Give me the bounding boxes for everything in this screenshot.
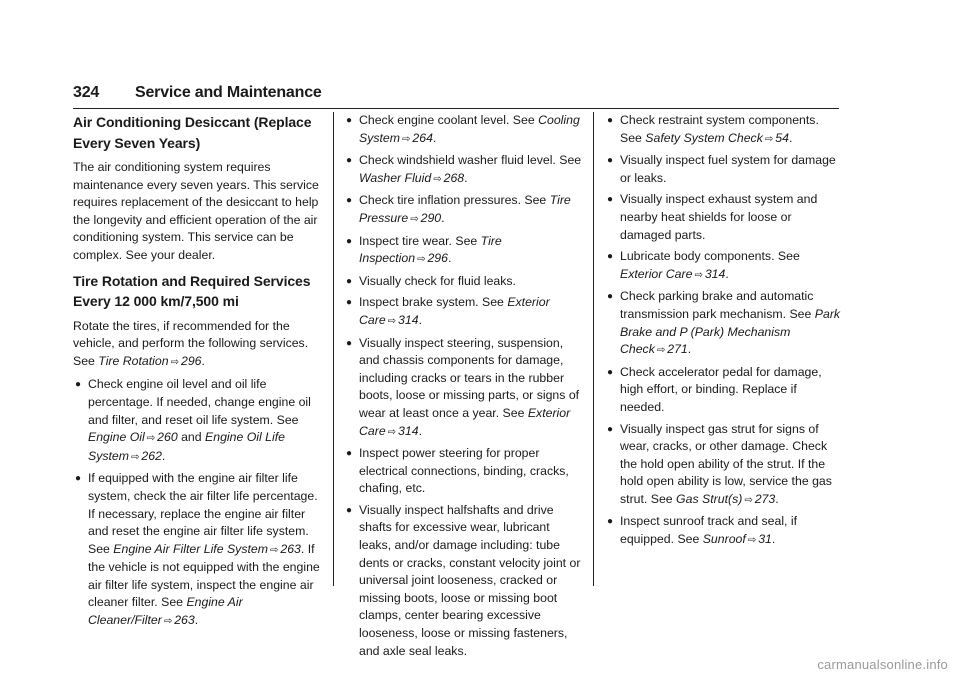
page-ref[interactable]: 54 bbox=[775, 130, 789, 145]
page-ref[interactable]: 314 bbox=[398, 423, 419, 438]
page-ref[interactable]: 296 bbox=[427, 251, 448, 266]
link-tire-pressure[interactable]: Tire Pressure bbox=[359, 193, 571, 225]
link-engine-oil-life-system[interactable]: Engine Oil Life System bbox=[88, 430, 286, 463]
section-title: Service and Maintenance bbox=[135, 84, 322, 101]
site-watermark: carmanualsonline.info bbox=[817, 657, 948, 672]
list-item: ● Check tire inflation pressures. See Tire Pressure ⇨ 290. bbox=[346, 193, 571, 225]
link-park-brake-check[interactable]: Park Brake and P (Park) Mechanism Check bbox=[620, 306, 841, 357]
page-ref-arrow-icon: ⇨ bbox=[417, 254, 426, 266]
list-item: ● Check engine coolant level. See Cooling System ⇨ 264. bbox=[346, 113, 580, 145]
service-list bbox=[344, 112, 582, 660]
page-ref[interactable]: 314 bbox=[398, 312, 419, 327]
list-item: ● Inspect tire wear. See Tire Inspection ⇨ 296. bbox=[346, 233, 502, 266]
page-ref-arrow-icon: ⇨ bbox=[269, 544, 279, 556]
bullet-icon: ● bbox=[346, 337, 353, 349]
heading-tire-rotation: Tire Rotation and Required Services Every 12 000 km/7,500 mi bbox=[73, 272, 311, 310]
list-item: ● Visually inspect halfshafts and drive shafts for excessive wear, lubricant leaks, and/or damage including: tube dents or cracks, constant velocity joint or universal joint looseness, cracked or missing boots, loose or missing boot clamps, center bearing excessive looseness, loose or missing fasteners, and axle seal leaks. bbox=[346, 502, 581, 658]
list-item: ● Inspect power steering for proper electrical connections, binding, cracks, chafing, etc. bbox=[346, 446, 569, 496]
page-ref[interactable]: 273 bbox=[754, 491, 776, 506]
bullet-icon: ● bbox=[607, 194, 614, 206]
page-ref-arrow-icon: ⇨ bbox=[387, 426, 397, 438]
list-item: ● Check restraint system components. See Safety System Check ⇨ 54. bbox=[607, 113, 819, 145]
list-item: ● Visually inspect gas strut for signs of wear, cracks, or other damage. Check the hold open ability of the strut. If the hold open ability is low, service the gas strut. See Gas Strut(s) ⇨ 273. bbox=[607, 421, 832, 506]
bullet-icon: ● bbox=[346, 275, 353, 287]
page-ref[interactable]: 31 bbox=[758, 532, 772, 547]
page-ref-arrow-icon: ⇨ bbox=[747, 535, 757, 547]
bullet-icon: ● bbox=[346, 297, 353, 309]
page-ref-arrow-icon: ⇨ bbox=[163, 616, 173, 628]
list-item: ● Visually inspect exhaust system and nearby heat shields for loose or damaged parts. bbox=[607, 192, 818, 242]
page-ref[interactable]: 263 bbox=[280, 541, 301, 556]
link-washer-fluid[interactable]: Washer Fluid bbox=[359, 170, 432, 185]
page-header bbox=[73, 80, 839, 109]
bullet-icon: ● bbox=[346, 115, 353, 126]
page-ref[interactable]: 271 bbox=[667, 342, 688, 357]
list-item: ● If equipped with the engine air filter life system, check the air filter life percentage. If necessary, replace the engine air filter and reset the engine air filter life system. See Engine Air Filter Life System ⇨ 263. If the vehicle is not equipped with the engine air filter life system, inspect the engine air cleaner filter. See Engine Air Cleaner/Filter ⇨ 263. bbox=[75, 471, 320, 628]
bullet-icon: ● bbox=[607, 291, 614, 303]
column-2 bbox=[344, 112, 582, 664]
column-3 bbox=[605, 112, 841, 554]
list-item: ● Check accelerator pedal for damage, high effort, or binding. Replace if needed. bbox=[607, 364, 822, 414]
link-cooling-system[interactable]: Cooling System bbox=[359, 113, 580, 145]
service-list bbox=[73, 376, 323, 630]
list-item: ● Visually inspect fuel system for damage or leaks. bbox=[607, 153, 836, 185]
service-list bbox=[605, 112, 841, 550]
page-ref-arrow-icon: ⇨ bbox=[764, 133, 774, 145]
link-safety-system-check[interactable]: Safety System Check bbox=[645, 130, 763, 145]
bullet-icon: ● bbox=[607, 155, 614, 167]
bullet-icon: ● bbox=[75, 379, 82, 391]
list-item: ● Check engine oil level and oil life percentage. If needed, change engine oil and filter, and reset oil life system. See Engine Oil ⇨ 260 and Engine Oil Life System ⇨ 262. bbox=[75, 377, 311, 463]
page-ref-arrow-icon: ⇨ bbox=[402, 133, 411, 145]
bullet-icon: ● bbox=[346, 195, 353, 207]
link-tire-inspection[interactable]: Tire Inspection bbox=[359, 233, 502, 266]
list-item: ● Lubricate body components. See Exterior Care ⇨ 314. bbox=[607, 249, 800, 281]
page-ref[interactable]: 260 bbox=[157, 430, 178, 445]
bullet-icon: ● bbox=[607, 251, 614, 263]
link-engine-oil[interactable]: Engine Oil bbox=[88, 430, 145, 445]
heading-ac-desiccant: Air Conditioning Desiccant (Replace Every Seven Years) bbox=[73, 114, 312, 151]
page-ref[interactable]: 290 bbox=[420, 210, 442, 225]
link-exterior-care[interactable]: Exterior Care bbox=[359, 295, 550, 327]
page-ref[interactable]: 268 bbox=[443, 170, 465, 185]
list-item: ● Visually inspect steering, suspension, and chassis components for damage, including cracks or tears in the rubber boots, loose or missing parts, or signs of wear at least once a year. See Exterior Care ⇨ 314. bbox=[346, 335, 580, 438]
bullet-icon: ● bbox=[346, 504, 353, 516]
link-gas-struts[interactable]: Gas Strut(s) bbox=[676, 491, 743, 506]
column-1 bbox=[73, 112, 323, 635]
bullet-icon: ● bbox=[346, 235, 353, 247]
column-divider bbox=[333, 112, 334, 586]
bullet-icon: ● bbox=[607, 423, 614, 435]
page-ref[interactable]: 314 bbox=[704, 266, 726, 281]
list-item: ● Inspect sunroof track and seal, if equipped. See Sunroof ⇨ 31. bbox=[607, 514, 798, 547]
page-ref[interactable]: 263 bbox=[174, 613, 195, 628]
bullet-icon: ● bbox=[346, 155, 353, 167]
link-engine-air-cleaner-filter[interactable]: Engine Air Cleaner/Filter bbox=[88, 595, 243, 628]
list-item: ● Check windshield washer fluid level. See Washer Fluid ⇨ 268. bbox=[346, 153, 582, 185]
page-ref[interactable]: 262 bbox=[141, 448, 162, 463]
page-ref[interactable]: 264 bbox=[412, 130, 433, 145]
page-ref-arrow-icon: ⇨ bbox=[410, 213, 419, 225]
page-number: 324 bbox=[73, 84, 100, 101]
link-engine-air-filter-life-system[interactable]: Engine Air Filter Life System bbox=[113, 541, 268, 556]
bullet-icon: ● bbox=[607, 516, 614, 528]
page-ref[interactable]: 296 bbox=[180, 353, 202, 368]
page-ref-arrow-icon: ⇨ bbox=[131, 451, 140, 463]
page-ref-arrow-icon: ⇨ bbox=[744, 494, 753, 506]
page-ref-arrow-icon: ⇨ bbox=[146, 433, 156, 445]
bullet-icon: ● bbox=[346, 448, 353, 460]
bullet-icon: ● bbox=[75, 473, 82, 485]
page-ref-arrow-icon: ⇨ bbox=[656, 345, 666, 357]
bullet-icon: ● bbox=[607, 366, 614, 378]
ac-desiccant-paragraph: The air conditioning system requires maintenance every seven years. This service requires replacement of the desiccant to help the longevity and efficient operation of the air conditioning system. This service can be complex. See your dealer. bbox=[73, 160, 319, 262]
column-divider bbox=[593, 112, 594, 586]
page-ref-arrow-icon: ⇨ bbox=[170, 356, 179, 368]
page-ref-arrow-icon: ⇨ bbox=[433, 173, 442, 185]
page-ref-arrow-icon: ⇨ bbox=[694, 269, 703, 281]
list-item: ● Visually check for fluid leaks. bbox=[344, 273, 582, 291]
tire-rotation-paragraph: Rotate the tires, if recommended for the vehicle, and perform the following services. See Tire Rotation ⇨ 296. bbox=[73, 318, 309, 368]
link-exterior-care[interactable]: Exterior Care bbox=[359, 405, 571, 438]
link-exterior-care[interactable]: Exterior Care bbox=[620, 266, 693, 281]
page-ref-arrow-icon: ⇨ bbox=[387, 315, 397, 327]
list-item: ● Inspect brake system. See Exterior Care ⇨ 314. bbox=[346, 295, 550, 327]
link-sunroof[interactable]: Sunroof bbox=[702, 532, 746, 547]
link-tire-rotation[interactable]: Tire Rotation bbox=[98, 353, 169, 368]
list-item: ● Check parking brake and automatic transmission park mechanism. See Park Brake and P (Park) Mechanism Check ⇨ 271. bbox=[607, 289, 841, 357]
bullet-icon: ● bbox=[607, 115, 614, 126]
